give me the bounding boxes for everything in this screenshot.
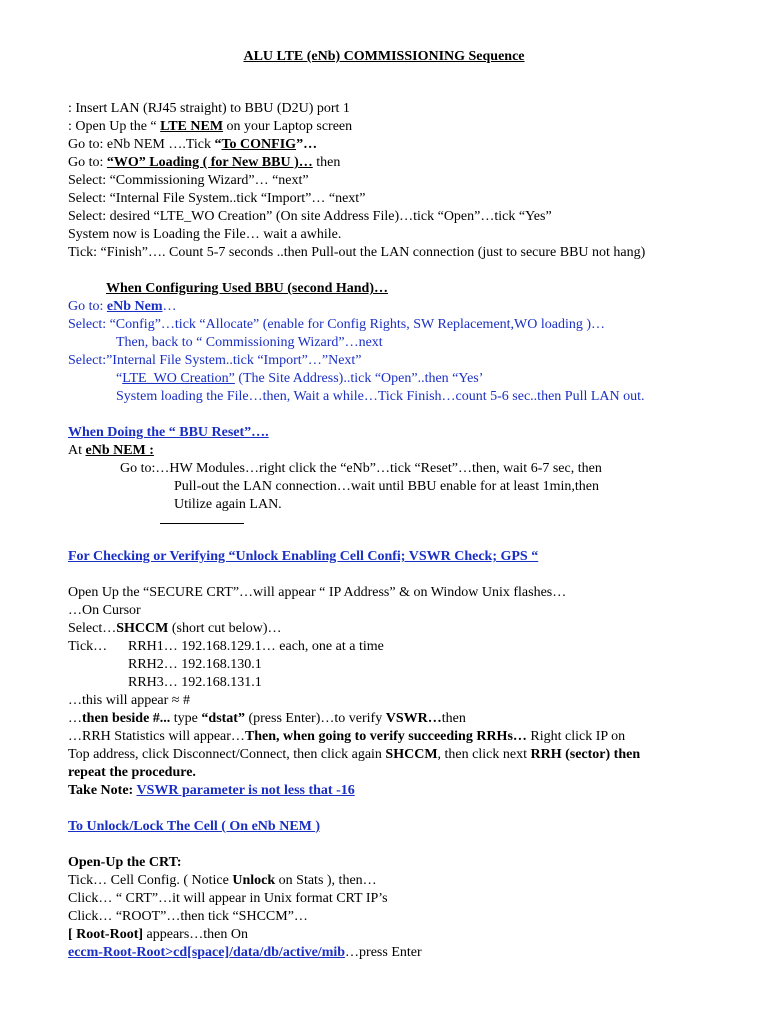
lte-nem-label: LTE NEM — [160, 119, 224, 134]
step-insert-lan: : Insert LAN (RJ45 straight) to BBU (D2U) port 1 — [68, 101, 350, 116]
unlock-command: eccm-Root-Root>cd[space]/data/db/active/mib…press Enter — [68, 945, 422, 960]
verify-top-address: Top address, click Disconnect/Connect, then click again SHCCM, then click next RRH (sector) then — [68, 747, 641, 762]
step-tick-finish: Tick: “Finish”…. Count 5-7 seconds ..then Pull-out the LAN connection (just to secure BBU not hang) — [68, 245, 646, 260]
bbu-reset-heading[interactable]: When Doing the “ BBU Reset”…. — [68, 425, 269, 440]
unlock-click-crt: Click… “ CRT”…it will appear in Unix format CRT IP’s — [68, 891, 388, 906]
divider-line — [160, 523, 244, 524]
verify-rrh2: RRH2… 192.168.130.1 — [128, 657, 262, 672]
vswr-note-link[interactable]: VSWR parameter is not less that -16 — [136, 783, 355, 798]
used-bbu-internal-file: Select:”Internal File System..tick “Import”…”Next” — [68, 353, 362, 368]
verify-appear-prompt: …this will appear ≈ # — [68, 693, 190, 708]
bbu-reset-utilize: Utilize again LAN. — [174, 497, 282, 512]
verify-open-crt: Open Up the “SECURE CRT”…will appear “ IP Address” & on Window Unix flashes… — [68, 585, 567, 600]
bbu-reset-at: At eNb NEM : — [68, 443, 154, 458]
command-path-link[interactable]: eccm-Root-Root>cd[space]/data/db/active/mib — [68, 945, 346, 960]
document-title: ALU LTE (eNb) COMMISSIONING Sequence — [243, 49, 525, 64]
step-internal-file-system: Select: “Internal File System..tick “Import”… “next” — [68, 191, 366, 206]
step-open-lte-nem: : Open Up the “ LTE NEM on your Laptop screen — [68, 119, 353, 134]
unlock-open-crt: Open-Up the CRT: — [68, 855, 182, 870]
verify-heading[interactable]: For Checking or Verifying “Unlock Enabling Cell Confi; VSWR Check; GPS “ — [68, 549, 539, 564]
used-bbu-select-config: Select: “Config”…tick “Allocate” (enable for Config Rights, SW Replacement,WO loading )… — [68, 317, 606, 332]
used-bbu-heading: When Configuring Used BBU (second Hand)… — [106, 281, 388, 296]
unlock-root-root: [ Root-Root] appears…then On — [68, 927, 248, 942]
verify-on-cursor: …On Cursor — [68, 603, 141, 618]
verify-repeat: repeat the procedure. — [68, 765, 196, 780]
verify-rrh3: RRH3… 192.168.131.1 — [128, 675, 262, 690]
unlock-cell-heading[interactable]: To Unlock/Lock The Cell ( On eNb NEM ) — [68, 819, 321, 834]
step-commissioning-wizard: Select: “Commissioning Wizard”… “next” — [68, 173, 309, 188]
step-wo-loading: Go to: “WO” Loading ( for New BBU )… then — [68, 155, 341, 170]
verify-select-shccm: Select…SHCCM (short cut below)… — [68, 621, 282, 636]
step-system-loading: System now is Loading the File… wait a awhile. — [68, 227, 342, 242]
bbu-reset-pull-lan: Pull-out the LAN connection…wait until BBU enable for at least 1min,then — [174, 479, 599, 494]
unlock-tick-cell-config: Tick… Cell Config. ( Notice Unlock on Stats ), then… — [68, 873, 377, 888]
used-bbu-back-wizard: Then, back to “ Commissioning Wizard”…next — [116, 335, 383, 350]
enb-nem-label: eNb NEM : — [85, 443, 154, 458]
used-bbu-goto: Go to: eNb Nem… — [68, 299, 177, 314]
verify-rrh-statistics: …RRH Statistics will appear…Then, when going to verify succeeding RRHs… Right click IP on — [68, 729, 626, 744]
unlock-click-root: Click… “ROOT”…then tick “SHCCM”… — [68, 909, 308, 924]
step-select-wo-creation: Select: desired “LTE_WO Creation” (On site Address File)…tick “Open”…tick “Yes” — [68, 209, 552, 224]
lte-wo-creation-link[interactable]: LTE_WO Creation” — [122, 371, 235, 386]
verify-dstat: …then beside #... type “dstat” (press Enter)…to verify VSWR…then — [68, 711, 466, 726]
used-bbu-system-loading: System loading the File…then, Wait a while…Tick Finish…count 5-6 sec..then Pull LAN out. — [116, 389, 645, 404]
used-bbu-wo-creation: “LTE_WO Creation” (The Site Address)..tick “Open”..then “Yes’ — [116, 371, 484, 386]
to-config-label: To CONFIG — [221, 137, 297, 152]
verify-take-note: Take Note: VSWR parameter is not less that -16 — [68, 783, 355, 798]
enb-nem-link[interactable]: eNb Nem — [106, 299, 163, 314]
bbu-reset-goto: Go to:…HW Modules…right click the “eNb”…tick “Reset”…then, wait 6-7 sec, then — [120, 461, 602, 476]
verify-tick-rrh1: Tick… RRH1… 192.168.129.1… each, one at a time — [68, 639, 384, 654]
wo-loading-label: “WO” Loading ( for New BBU )… — [106, 155, 313, 170]
step-tick-to-config: Go to: eNb NEM ….Tick “To CONFIG”… — [68, 137, 318, 152]
